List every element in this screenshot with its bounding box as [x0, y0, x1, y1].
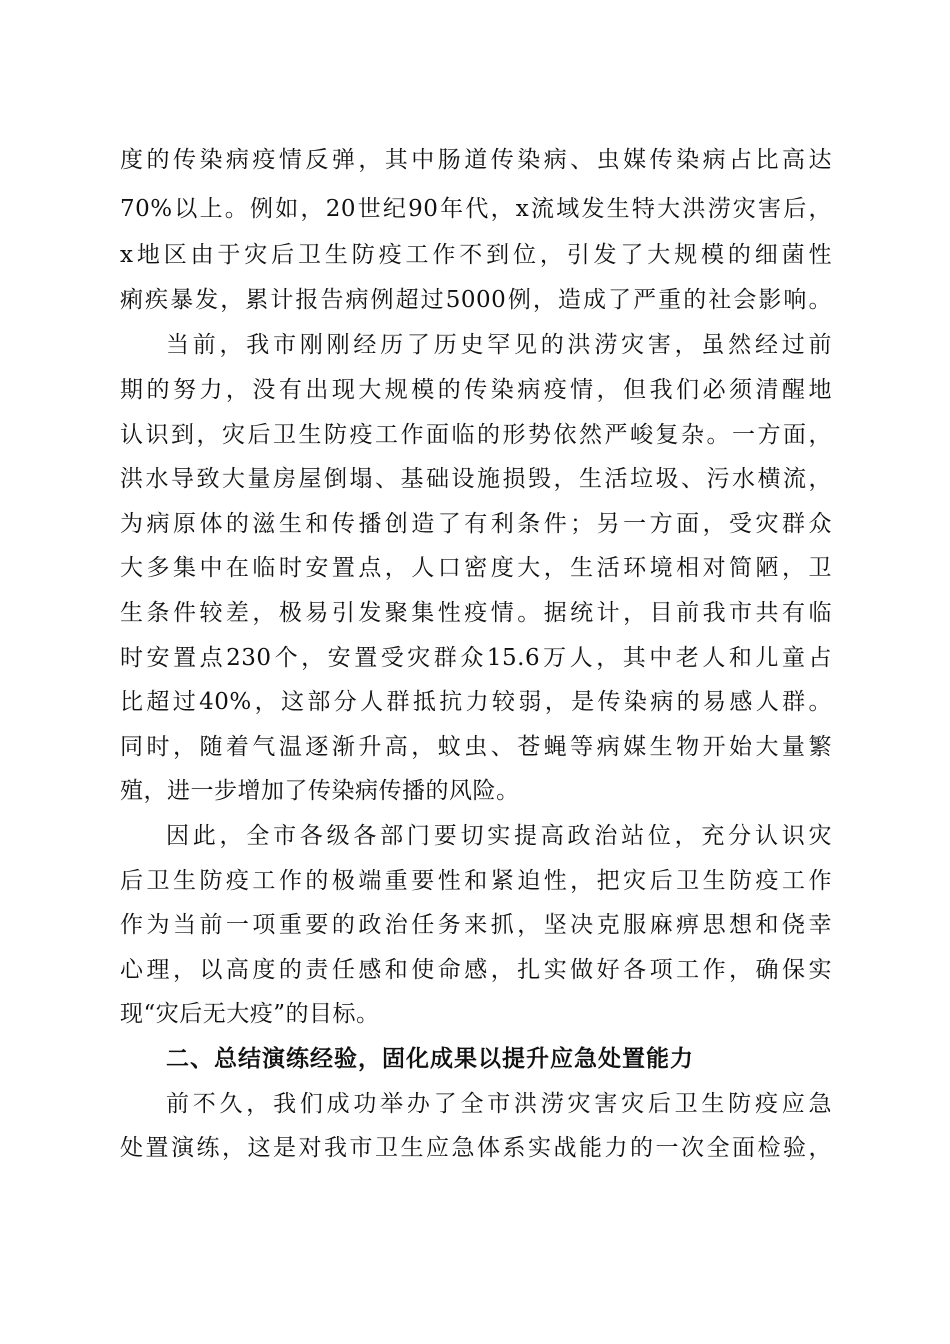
paragraph-line: 生条件较差，极易引发聚集性疫情。据统计，目前我市共有临	[120, 600, 832, 626]
paragraph-line: 为病原体的滋生和传播创造了有利条件；另一方面，受灾群众	[120, 511, 832, 537]
paragraph-line: 大多集中在临时安置点，人口密度大，生活环境相对简陋，卫	[120, 555, 832, 581]
paragraph-line: 时安置点230个，安置受灾群众15.6万人，其中老人和儿童占	[120, 645, 832, 671]
paragraph-line: 后卫生防疫工作的极端重要性和紧迫性，把灾后卫生防疫工作	[120, 868, 832, 894]
paragraph-line: 洪水导致大量房屋倒塌、基础设施损毁，生活垃圾、污水横流，	[120, 466, 832, 492]
paragraph-line: 同时，随着气温逐渐升高，蚊虫、苍蝇等病媒生物开始大量繁	[120, 734, 832, 760]
paragraph-line: 痢疾暴发，累计报告病例超过5000例，造成了严重的社会影响。	[120, 287, 832, 313]
paragraph-line: 心理，以高度的责任感和使命感，扎实做好各项工作，确保实	[120, 957, 832, 983]
section-heading: 二、总结演练经验，固化成果以提升应急处置能力	[166, 1046, 694, 1072]
paragraph-line: 度的传染病疫情反弹，其中肠道传染病、虫媒传染病占比高达	[120, 147, 832, 173]
paragraph-line: 殖，进一步增加了传染病传播的风险。	[120, 778, 520, 804]
paragraph-line: 因此，全市各级各部门要切实提高政治站位，充分认识灾	[166, 823, 832, 849]
paragraph-line: 处置演练，这是对我市卫生应急体系实战能力的一次全面检验，	[120, 1135, 832, 1161]
paragraph-line: 当前，我市刚刚经历了历史罕见的洪涝灾害，虽然经过前	[166, 332, 832, 358]
paragraph-line: 期的努力，没有出现大规模的传染病疫情，但我们必须清醒地	[120, 377, 832, 403]
paragraph-line: 70%以上。例如，20世纪90年代，x流域发生特大洪涝灾害后，	[120, 196, 832, 222]
paragraph-line: 现“灾后无大疫”的目标。	[120, 1001, 380, 1027]
paragraph-line: 比超过40%，这部分人群抵抗力较弱，是传染病的易感人群。	[120, 689, 832, 715]
paragraph-line: x地区由于灾后卫生防疫工作不到位，引发了大规模的细菌性	[120, 242, 832, 268]
paragraph-line: 作为当前一项重要的政治任务来抓，坚决克服麻痹思想和侥幸	[120, 912, 832, 938]
paragraph-line: 认识到，灾后卫生防疫工作面临的形势依然严峻复杂。一方面，	[120, 422, 832, 448]
paragraph-line: 前不久，我们成功举办了全市洪涝灾害灾后卫生防疫应急	[166, 1091, 832, 1117]
